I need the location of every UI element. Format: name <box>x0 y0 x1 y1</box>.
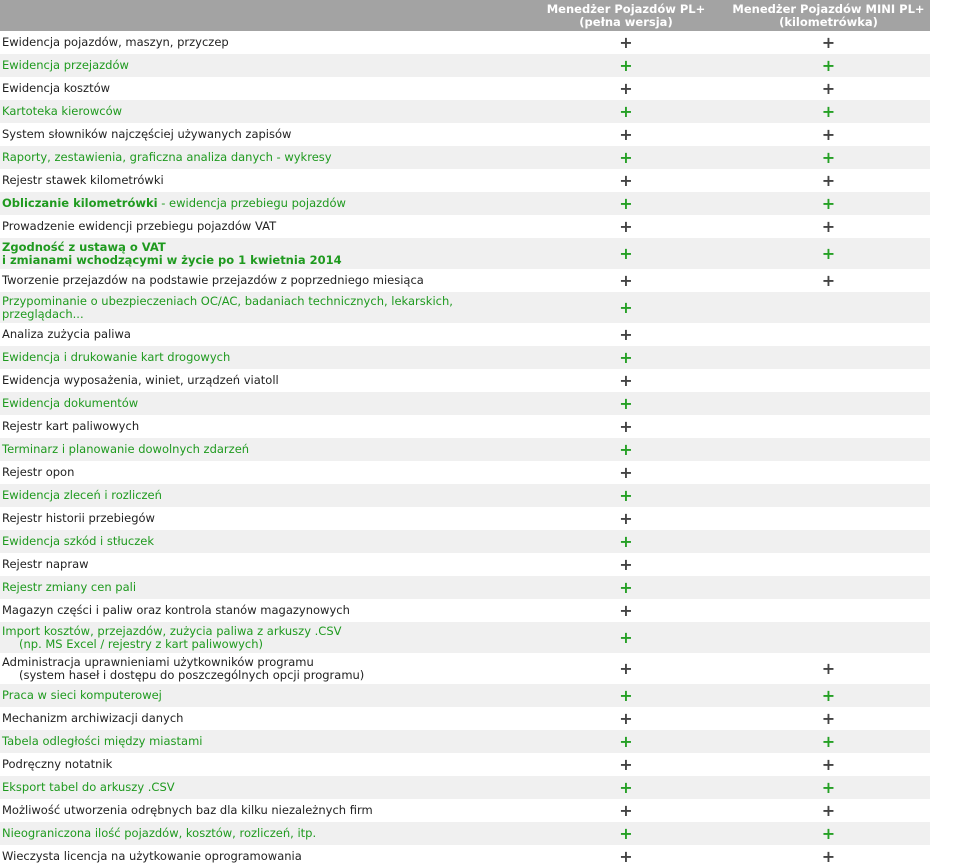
feature-label <box>0 512 525 525</box>
feature-label <box>0 604 525 617</box>
plus-icon-full: + <box>619 658 633 678</box>
table-row <box>0 484 930 507</box>
plus-icon-mini: + <box>821 55 836 75</box>
plus-icon-full: + <box>619 800 633 820</box>
feature-text: Analiza zużycia paliwa <box>2 327 131 342</box>
table-row <box>0 576 930 599</box>
feature-text: Rejestr kart paliwowych <box>2 419 140 434</box>
feature-text: Ewidencja zleceń i rozliczeń <box>2 488 162 503</box>
plus-icon-full: + <box>619 32 633 52</box>
plus-icon-mini: + <box>821 124 836 144</box>
feature-label <box>0 274 525 287</box>
table-row <box>0 461 930 484</box>
table-row <box>0 753 930 776</box>
plus-icon-full: + <box>619 243 633 263</box>
feature-label <box>0 351 525 364</box>
feature-text: Ewidencja wyposażenia, winiet, urządzeń viatoll <box>2 373 279 388</box>
feature-text: Raporty, zestawienia, graficzna analiza danych - wykresy <box>2 150 332 165</box>
feature-label <box>0 82 525 95</box>
plus-icon-full: + <box>619 577 633 597</box>
plus-icon-full: + <box>619 846 633 866</box>
plus-icon-full: + <box>619 754 633 774</box>
feature-label <box>0 781 525 794</box>
feature-label <box>0 689 525 702</box>
table-row <box>0 123 930 146</box>
plus-icon-mini: + <box>821 147 836 167</box>
feature-text: Rejestr napraw <box>2 557 89 572</box>
column-header-full-subtitle: (pełna wersja) <box>579 14 673 29</box>
table-row <box>0 622 930 653</box>
feature-text-line2: i zmianami wchodzącymi w życie po 1 kwietnia 2014 <box>2 252 342 267</box>
feature-text: Praca w sieci komputerowej <box>2 688 162 703</box>
table-row <box>0 31 930 54</box>
plus-icon-full: + <box>619 439 633 459</box>
feature-text <box>2 197 525 210</box>
feature-label <box>0 712 525 725</box>
feature-label <box>0 295 525 320</box>
plus-icon-full: + <box>619 393 633 413</box>
column-header-mini-title: Menedżer Pojazdów MINI PL+ <box>732 1 925 16</box>
feature-text-line1: Zgodność z ustawą o VAT <box>2 240 166 254</box>
plus-icon-full: + <box>619 270 633 290</box>
plus-icon-mini: + <box>821 800 836 820</box>
table-row <box>0 169 930 192</box>
plus-icon-mini: + <box>821 270 836 290</box>
table-row <box>0 845 930 868</box>
column-header-full <box>525 0 727 31</box>
table-row <box>0 215 930 238</box>
feature-text: Rejestr opon <box>2 465 75 480</box>
feature-text: Terminarz i planowanie dowolnych zdarzeń <box>2 442 250 457</box>
table-row <box>0 269 930 292</box>
plus-icon-full: + <box>619 101 633 121</box>
feature-label <box>0 420 525 433</box>
feature-text: Podręczny notatnik <box>2 757 113 772</box>
feature-text: Prowadzenie ewidencji przebiegu pojazdów VAT <box>2 219 277 234</box>
table-row <box>0 415 930 438</box>
feature-text: Ewidencja i drukowanie kart drogowych <box>2 350 231 365</box>
table-row <box>0 369 930 392</box>
feature-label <box>0 443 525 456</box>
feature-text-line2: (np. MS Excel / rejestry z kart paliwowych) <box>19 636 263 651</box>
feature-text-line1: Administracja uprawnieniami użytkowników programu <box>2 655 314 669</box>
feature-text: Mechanizm archiwizacji danych <box>2 711 184 726</box>
feature-text-line2: przeglądach... <box>2 306 84 321</box>
table-row <box>0 438 930 461</box>
feature-text: Eksport tabel do arkuszy .CSV <box>2 780 175 795</box>
plus-icon-full: + <box>619 685 633 705</box>
table-row <box>0 599 930 622</box>
feature-text: Rejestr historii przebiegów <box>2 511 155 526</box>
table-body <box>0 31 930 868</box>
table-row <box>0 507 930 530</box>
feature-label <box>0 220 525 233</box>
plus-icon-full: + <box>619 777 633 797</box>
column-header-mini <box>727 0 930 31</box>
plus-icon-mini: + <box>821 101 836 121</box>
feature-text: Rejestr zmiany cen pali <box>2 580 137 595</box>
column-header-full-title: Menedżer Pojazdów PL+ <box>546 1 706 16</box>
feature-label <box>0 59 525 72</box>
plus-icon-full: + <box>619 823 633 843</box>
table-row <box>0 822 930 845</box>
feature-label <box>0 581 525 594</box>
table-row <box>0 100 930 123</box>
plus-icon-full: + <box>619 554 633 574</box>
plus-icon-mini: + <box>821 78 836 98</box>
table-row <box>0 323 930 346</box>
feature-label <box>0 489 525 502</box>
table-row <box>0 192 930 215</box>
feature-label <box>0 241 525 266</box>
feature-text: Ewidencja dokumentów <box>2 396 139 411</box>
feature-label <box>0 128 525 141</box>
table-row <box>0 553 930 576</box>
plus-icon-mini: + <box>821 846 836 866</box>
table-row <box>0 653 930 684</box>
feature-label <box>0 36 525 49</box>
column-header-mini-subtitle: (kilometrówka) <box>779 14 878 29</box>
plus-icon-full: + <box>619 600 633 620</box>
feature-text-line2: (system haseł i dostępu do poszczególnych opcji programu) <box>19 667 365 682</box>
plus-icon-full: + <box>619 193 633 213</box>
feature-text: Ewidencja szkód i stłuczek <box>2 534 155 549</box>
plus-icon-full: + <box>619 147 633 167</box>
feature-label <box>0 535 525 548</box>
plus-icon-full: + <box>619 508 633 528</box>
plus-icon-mini: + <box>821 243 836 263</box>
feature-label <box>0 735 525 748</box>
table-row <box>0 799 930 822</box>
plus-icon-mini: + <box>821 658 836 678</box>
table-row <box>0 54 930 77</box>
feature-label <box>0 466 525 479</box>
plus-icon-mini: + <box>821 708 836 728</box>
plus-icon-mini: + <box>821 777 836 797</box>
feature-label <box>0 374 525 387</box>
plus-icon-full: + <box>619 485 633 505</box>
feature-text-line1: Import kosztów, przejazdów, zużycia paliwa z arkuszy .CSV <box>2 624 342 638</box>
plus-icon-mini: + <box>821 731 836 751</box>
plus-icon-mini: + <box>821 754 836 774</box>
feature-label <box>0 758 525 771</box>
table-row <box>0 346 930 369</box>
table-row <box>0 146 930 169</box>
plus-icon-mini: + <box>821 823 836 843</box>
feature-label <box>0 151 525 164</box>
plus-icon-full: + <box>619 324 633 344</box>
feature-label <box>0 105 525 118</box>
feature-text: System słowników najczęściej używanych zapisów <box>2 127 292 142</box>
table-row <box>0 392 930 415</box>
plus-icon-full: + <box>619 416 633 436</box>
feature-label <box>0 625 525 650</box>
plus-icon-full: + <box>619 347 633 367</box>
plus-icon-full: + <box>619 531 633 551</box>
feature-label <box>0 804 525 817</box>
feature-text: Magazyn części i paliw oraz kontrola stanów magazynowych <box>2 603 350 618</box>
feature-label <box>0 328 525 341</box>
feature-text: Możliwość utworzenia odrębnych baz dla kilku niezależnych firm <box>2 803 373 818</box>
feature-label <box>0 397 525 410</box>
feature-label <box>0 656 525 681</box>
plus-icon-mini: + <box>821 216 836 236</box>
plus-icon-mini: + <box>821 170 836 190</box>
feature-text: Tworzenie przejazdów na podstawie przejazdów z poprzedniego miesiąca <box>2 273 424 288</box>
plus-icon-full: + <box>619 55 633 75</box>
plus-icon-full: + <box>619 216 633 236</box>
table-row <box>0 684 930 707</box>
plus-icon-full: + <box>619 731 633 751</box>
table-header <box>0 0 930 31</box>
table-row <box>0 238 930 269</box>
table-row <box>0 530 930 553</box>
feature-label <box>0 850 525 863</box>
plus-icon-full: + <box>619 170 633 190</box>
feature-text: Wieczysta licencja na użytkowanie oprogramowania <box>2 849 302 864</box>
feature-label <box>0 174 525 187</box>
plus-icon-mini: + <box>821 193 836 213</box>
feature-text: Ewidencja pojazdów, maszyn, przyczep <box>2 35 229 50</box>
feature-text: Rejestr stawek kilometrówki <box>2 173 164 188</box>
table-row <box>0 77 930 100</box>
table-row <box>0 707 930 730</box>
table-row <box>0 730 930 753</box>
feature-text: Ewidencja przejazdów <box>2 58 129 73</box>
feature-label <box>0 827 525 840</box>
plus-icon-mini: + <box>821 685 836 705</box>
feature-column-header <box>0 0 525 31</box>
feature-text: Ewidencja kosztów <box>2 81 111 96</box>
plus-icon-full: + <box>619 124 633 144</box>
feature-text: Nieograniczona ilość pojazdów, kosztów, rozliczeń, itp. <box>2 826 317 841</box>
feature-text-bold: Obliczanie kilometrówki <box>2 196 158 211</box>
feature-text: Tabela odległości między miastami <box>2 734 203 749</box>
feature-text-rest: - ewidencja przebiegu pojazdów <box>157 196 346 211</box>
plus-icon-full: + <box>619 708 633 728</box>
feature-text-line1: Przypominanie o ubezpieczeniach OC/AC, badaniach technicznych, lekarskich, <box>2 294 453 308</box>
table-row <box>0 292 930 323</box>
plus-icon-full: + <box>619 462 633 482</box>
feature-text: Kartoteka kierowców <box>2 104 123 119</box>
plus-icon-full: + <box>619 627 633 647</box>
plus-icon-full: + <box>619 78 633 98</box>
feature-label <box>0 197 525 210</box>
feature-label <box>0 558 525 571</box>
plus-icon-full: + <box>619 370 633 390</box>
table-row <box>0 776 930 799</box>
plus-icon-full: + <box>619 297 633 317</box>
plus-icon-mini: + <box>821 32 836 52</box>
